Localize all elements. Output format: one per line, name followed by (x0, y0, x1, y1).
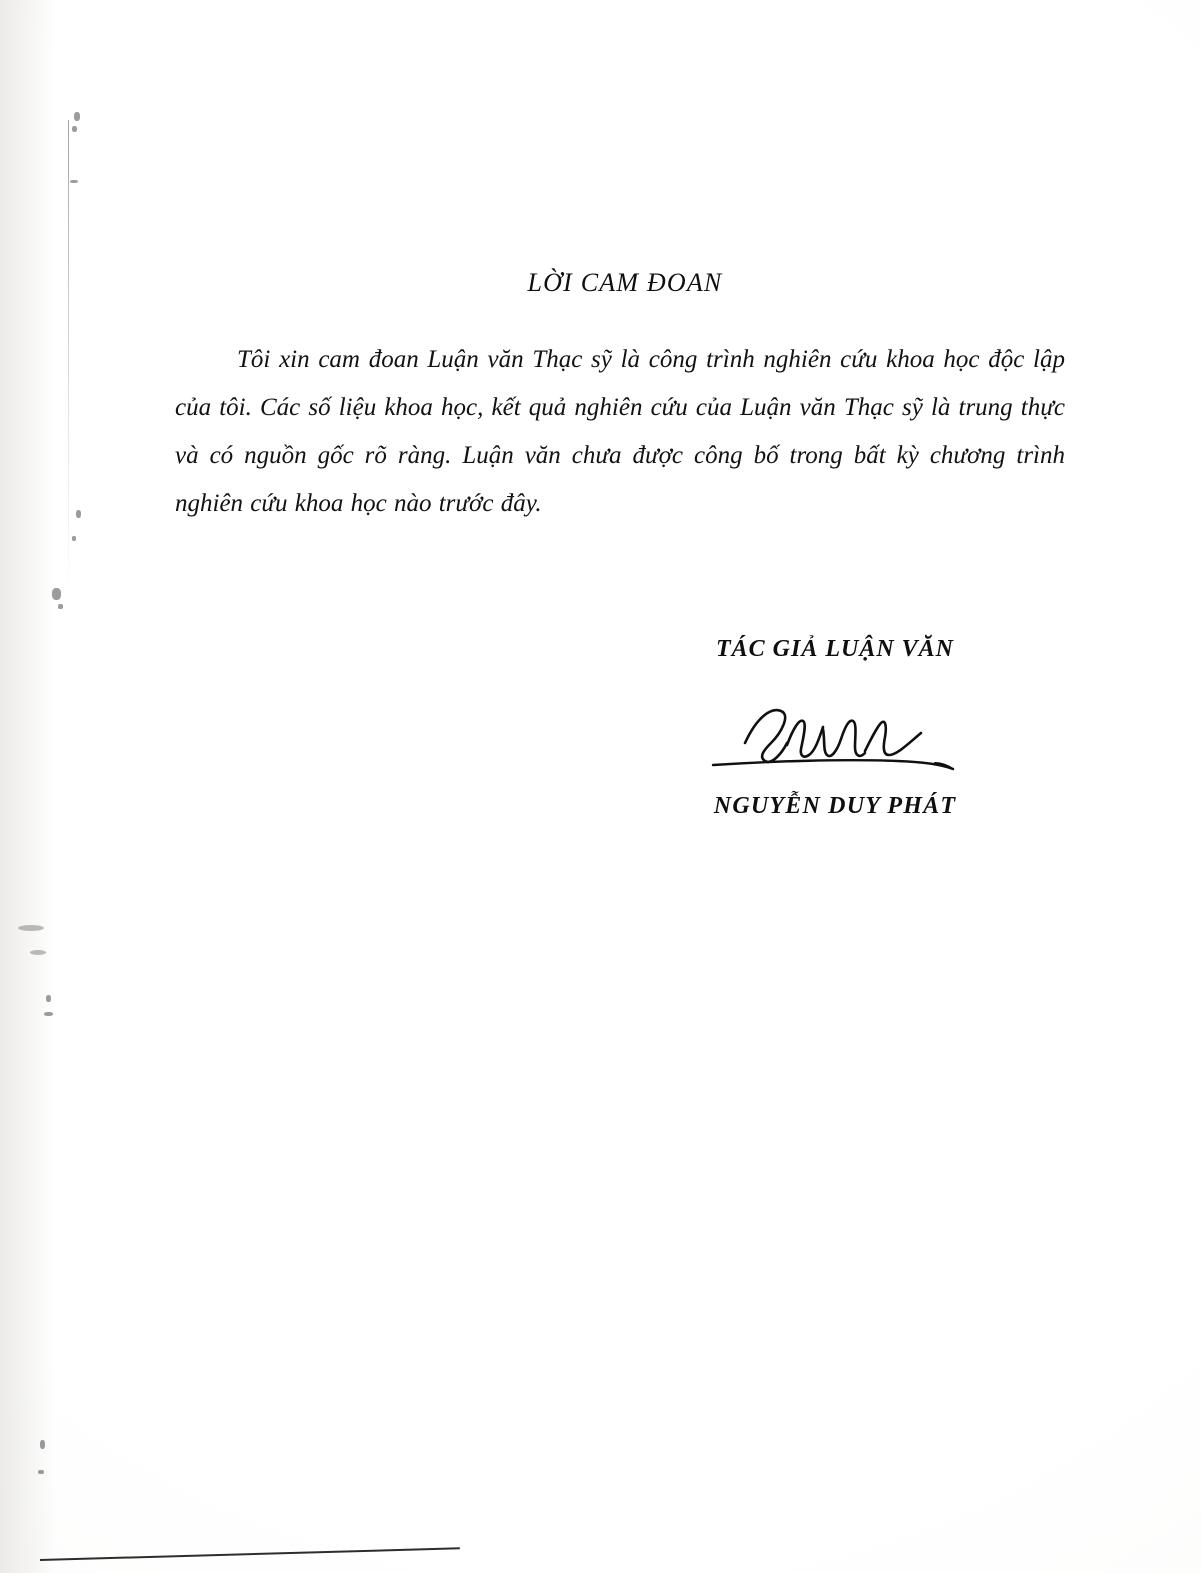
scan-speck (72, 126, 77, 132)
author-name: NGUYỄN DUY PHÁT (713, 793, 957, 819)
scan-speck (52, 588, 61, 600)
scan-smudge (30, 950, 46, 955)
scan-speck (44, 1012, 53, 1016)
scan-artifact-line (68, 120, 69, 600)
scan-edge-shadow (0, 0, 70, 1573)
document-body (175, 268, 1065, 820)
scan-speck (74, 112, 80, 121)
page-title: LỜI CAM ĐOAN (527, 268, 723, 297)
scan-speck (38, 1470, 44, 1474)
signature-heading: TÁC GIẢ LUẬN VĂN (715, 636, 955, 662)
scan-smudge (18, 925, 44, 931)
scan-speck (40, 1440, 45, 1449)
scan-speck (72, 536, 76, 541)
scan-speck (58, 604, 63, 609)
declaration-paragraph: Tôi xin cam đoan Luận văn Thạc sỹ là công trình nghiên cứu khoa học độc lập của tôi. Các số liệu khoa học, kết quả nghiên cứu của Luận văn Thạc sỹ là trung thực và có nguồn gốc rõ ràng. Luận văn chưa được công bố trong bất kỳ chương trình nghiên cứu khoa học nào trước đây. (175, 346, 1065, 517)
signature-block (175, 636, 1065, 820)
scan-speck (70, 180, 78, 183)
handwritten-signature-icon (605, 681, 1065, 791)
scan-speck (76, 510, 81, 518)
page-curl-artifact (40, 1543, 460, 1565)
scan-speck (46, 995, 51, 1002)
